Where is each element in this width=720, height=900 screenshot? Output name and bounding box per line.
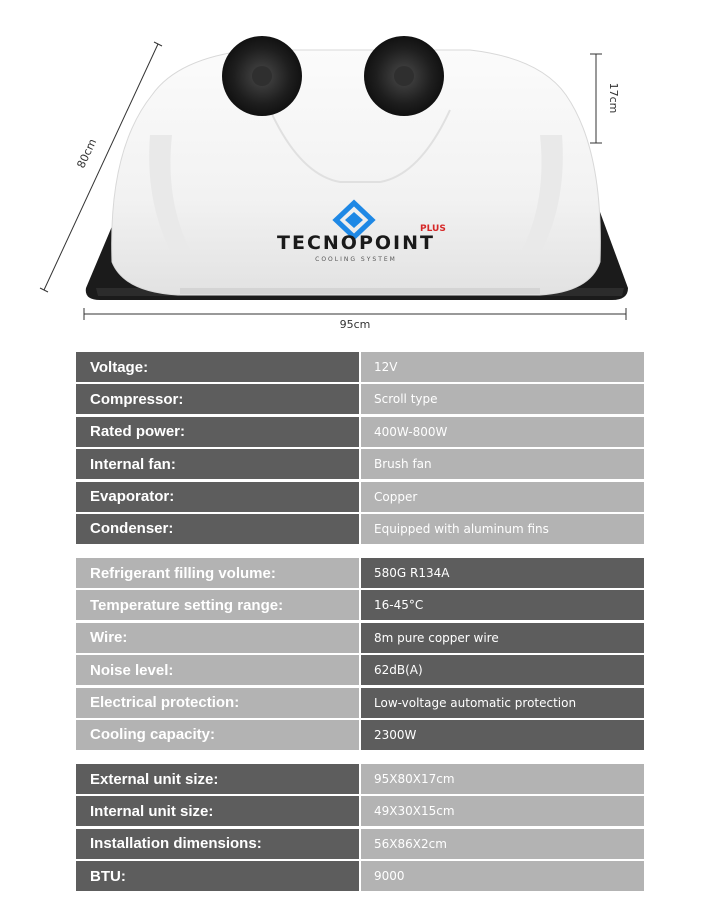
spec-row-condenser bbox=[76, 514, 644, 544]
spec-value: 16-45°C bbox=[361, 590, 644, 620]
spec-table-group-1 bbox=[76, 352, 644, 546]
spec-label: Electrical protection: bbox=[76, 688, 359, 718]
dim-depth-label: 80cm bbox=[74, 136, 100, 171]
spec-value: Equipped with aluminum fins bbox=[361, 514, 644, 544]
spec-label: Temperature setting range: bbox=[76, 590, 359, 620]
spec-value: 8m pure copper wire bbox=[361, 623, 644, 653]
spec-row-rated-power bbox=[76, 417, 644, 447]
spec-value: 580G R134A bbox=[361, 558, 644, 588]
spec-row-internal-fan bbox=[76, 449, 644, 479]
spec-label: Compressor: bbox=[76, 384, 359, 414]
spec-value: 9000 bbox=[361, 861, 644, 891]
spec-label: Evaporator: bbox=[76, 482, 359, 512]
spec-label: Refrigerant filling volume: bbox=[76, 558, 359, 588]
spec-row-compressor bbox=[76, 384, 644, 414]
spec-label: Installation dimensions: bbox=[76, 829, 359, 859]
spec-row-evaporator bbox=[76, 482, 644, 512]
spec-label: Internal fan: bbox=[76, 449, 359, 479]
spec-table-group-2 bbox=[76, 558, 644, 752]
spec-value: 62dB(A) bbox=[361, 655, 644, 685]
spec-value: Brush fan bbox=[361, 449, 644, 479]
dimension-height bbox=[590, 54, 620, 143]
spec-row-electrical-protection bbox=[76, 688, 644, 718]
dimension-width bbox=[84, 308, 626, 331]
spec-value: Scroll type bbox=[361, 384, 644, 414]
spec-label: Wire: bbox=[76, 623, 359, 653]
spec-value: 49X30X15cm bbox=[361, 796, 644, 826]
spec-row-refrigerant bbox=[76, 558, 644, 588]
spec-row-voltage bbox=[76, 352, 644, 382]
spec-label: Rated power: bbox=[76, 417, 359, 447]
spec-value: Low-voltage automatic protection bbox=[361, 688, 644, 718]
spec-value: 400W-800W bbox=[361, 417, 644, 447]
spec-row-internal-unit-size bbox=[76, 796, 644, 826]
dim-width-label: 95cm bbox=[339, 318, 371, 331]
spec-label: External unit size: bbox=[76, 764, 359, 794]
spec-value: Copper bbox=[361, 482, 644, 512]
spec-row-cooling-capacity bbox=[76, 720, 644, 750]
spec-row-btu bbox=[76, 861, 644, 891]
spec-label: Internal unit size: bbox=[76, 796, 359, 826]
spec-label: Cooling capacity: bbox=[76, 720, 359, 750]
spec-value: 56X86X2cm bbox=[361, 829, 644, 859]
brand-badge: PLUS bbox=[420, 224, 446, 234]
spec-row-temperature-range bbox=[76, 590, 644, 620]
spec-row-wire bbox=[76, 623, 644, 653]
spec-label: BTU: bbox=[76, 861, 359, 891]
spec-label: Voltage: bbox=[76, 352, 359, 382]
spec-row-external-unit-size bbox=[76, 764, 644, 794]
spec-table-group-3 bbox=[76, 764, 644, 894]
product-image bbox=[0, 0, 720, 340]
dim-height-label: 17cm bbox=[607, 82, 620, 114]
spec-label: Condenser: bbox=[76, 514, 359, 544]
spec-label: Noise level: bbox=[76, 655, 359, 685]
spec-value: 2300W bbox=[361, 720, 644, 750]
brand-name: TECNOPOINT bbox=[277, 232, 435, 254]
spec-value: 95X80X17cm bbox=[361, 764, 644, 794]
spec-row-installation-dimensions bbox=[76, 829, 644, 859]
brand-subtitle: COOLING SYSTEM bbox=[315, 256, 397, 263]
spec-row-noise-level bbox=[76, 655, 644, 685]
spec-value: 12V bbox=[361, 352, 644, 382]
